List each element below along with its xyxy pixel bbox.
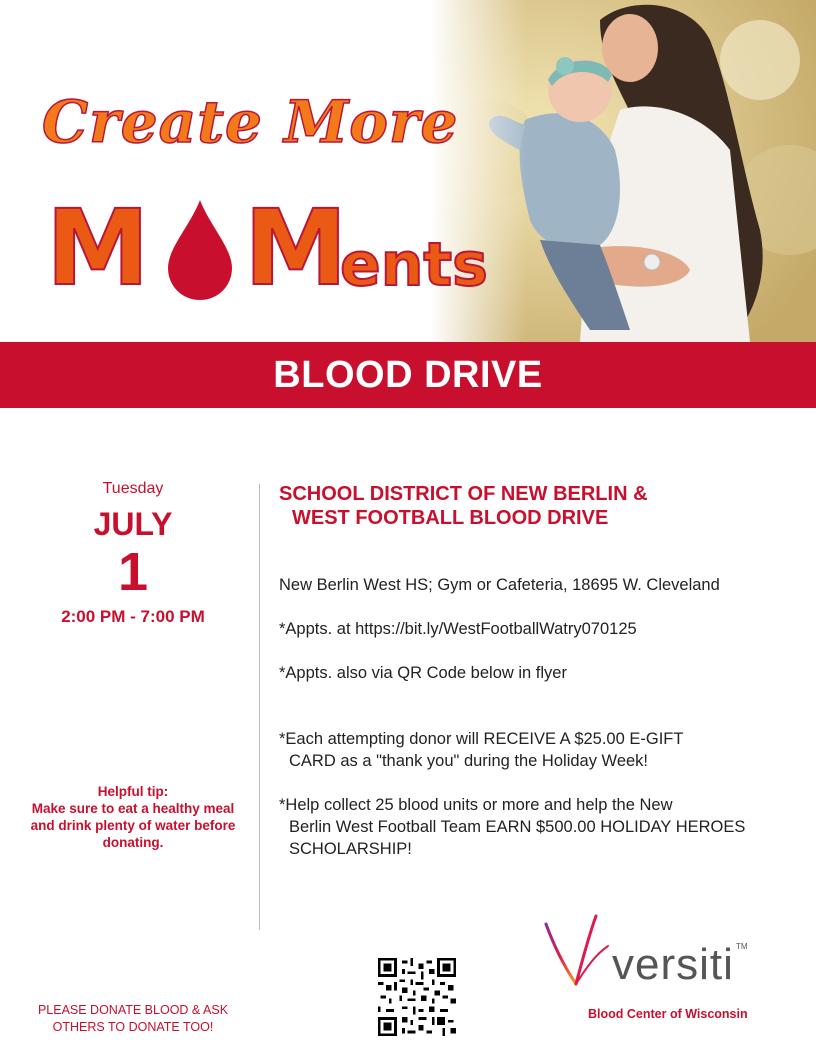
drive-title-line1: SCHOOL DISTRICT OF NEW BERLIN &	[279, 483, 648, 505]
scholarship-note	[279, 794, 779, 860]
headline-script: Create More	[42, 88, 459, 156]
event-day: Tuesday	[102, 480, 164, 497]
donate-line1: PLEASE DONATE BLOOD & ASK	[37, 1003, 229, 1017]
versiti-logo	[540, 912, 770, 992]
scholarship-line1: *Help collect 25 blood units or more and help the New	[279, 796, 673, 814]
drive-title	[279, 482, 779, 530]
gift-card-line2: CARD as a "thank you" during the Holiday Week!	[289, 752, 649, 770]
appointment-link[interactable]: *Appts. at https://bit.ly/WestFootballWatry070125	[279, 620, 637, 638]
logo-tagline: Blood Center of Wisconsin	[588, 1007, 748, 1021]
event-time: 2:00 PM - 7:00 PM	[61, 607, 205, 626]
tip-heading: Helpful tip:	[97, 784, 169, 799]
event-location: New Berlin West HS; Gym or Cafeteria, 18695 W. Cleveland	[279, 576, 720, 594]
moments-letter-m2: M	[244, 187, 348, 309]
event-date-block	[18, 480, 248, 627]
headline-moments	[46, 187, 546, 309]
moments-letter-m1: M	[46, 187, 150, 309]
tip-body: Make sure to eat a healthy meal and drink plenty of water before donating.	[30, 801, 236, 850]
donate-line2: OTHERS TO DONATE TOO!	[52, 1020, 214, 1034]
blood-drop-icon	[164, 196, 236, 302]
column-divider	[259, 484, 260, 930]
helpful-tip	[26, 783, 240, 851]
event-date: 1	[117, 542, 149, 602]
logo-wordmark: versiti	[612, 940, 734, 989]
banner-text: BLOOD DRIVE	[273, 353, 543, 396]
hero-section	[0, 0, 816, 342]
donate-callout	[18, 1002, 248, 1036]
event-details	[279, 482, 779, 860]
blood-drive-banner	[0, 342, 816, 408]
qr-code-icon[interactable]	[378, 958, 456, 1036]
appointment-qr-note: *Appts. also via QR Code below in flyer	[279, 664, 567, 682]
versiti-v-mark-icon	[542, 912, 614, 988]
gift-card-note	[279, 728, 779, 772]
event-month: JULY	[93, 506, 173, 542]
logo-trademark: TM	[736, 942, 748, 951]
scholarship-line2: Berlin West Football Team EARN $500.00 HOLIDAY HEROES SCHOLARSHIP!	[289, 818, 746, 858]
gift-card-line1: *Each attempting donor will RECEIVE A $25.00 E-GIFT	[279, 730, 684, 748]
moments-suffix: ents	[340, 230, 488, 300]
drive-title-line2: WEST FOOTBALL BLOOD DRIVE	[292, 507, 609, 529]
